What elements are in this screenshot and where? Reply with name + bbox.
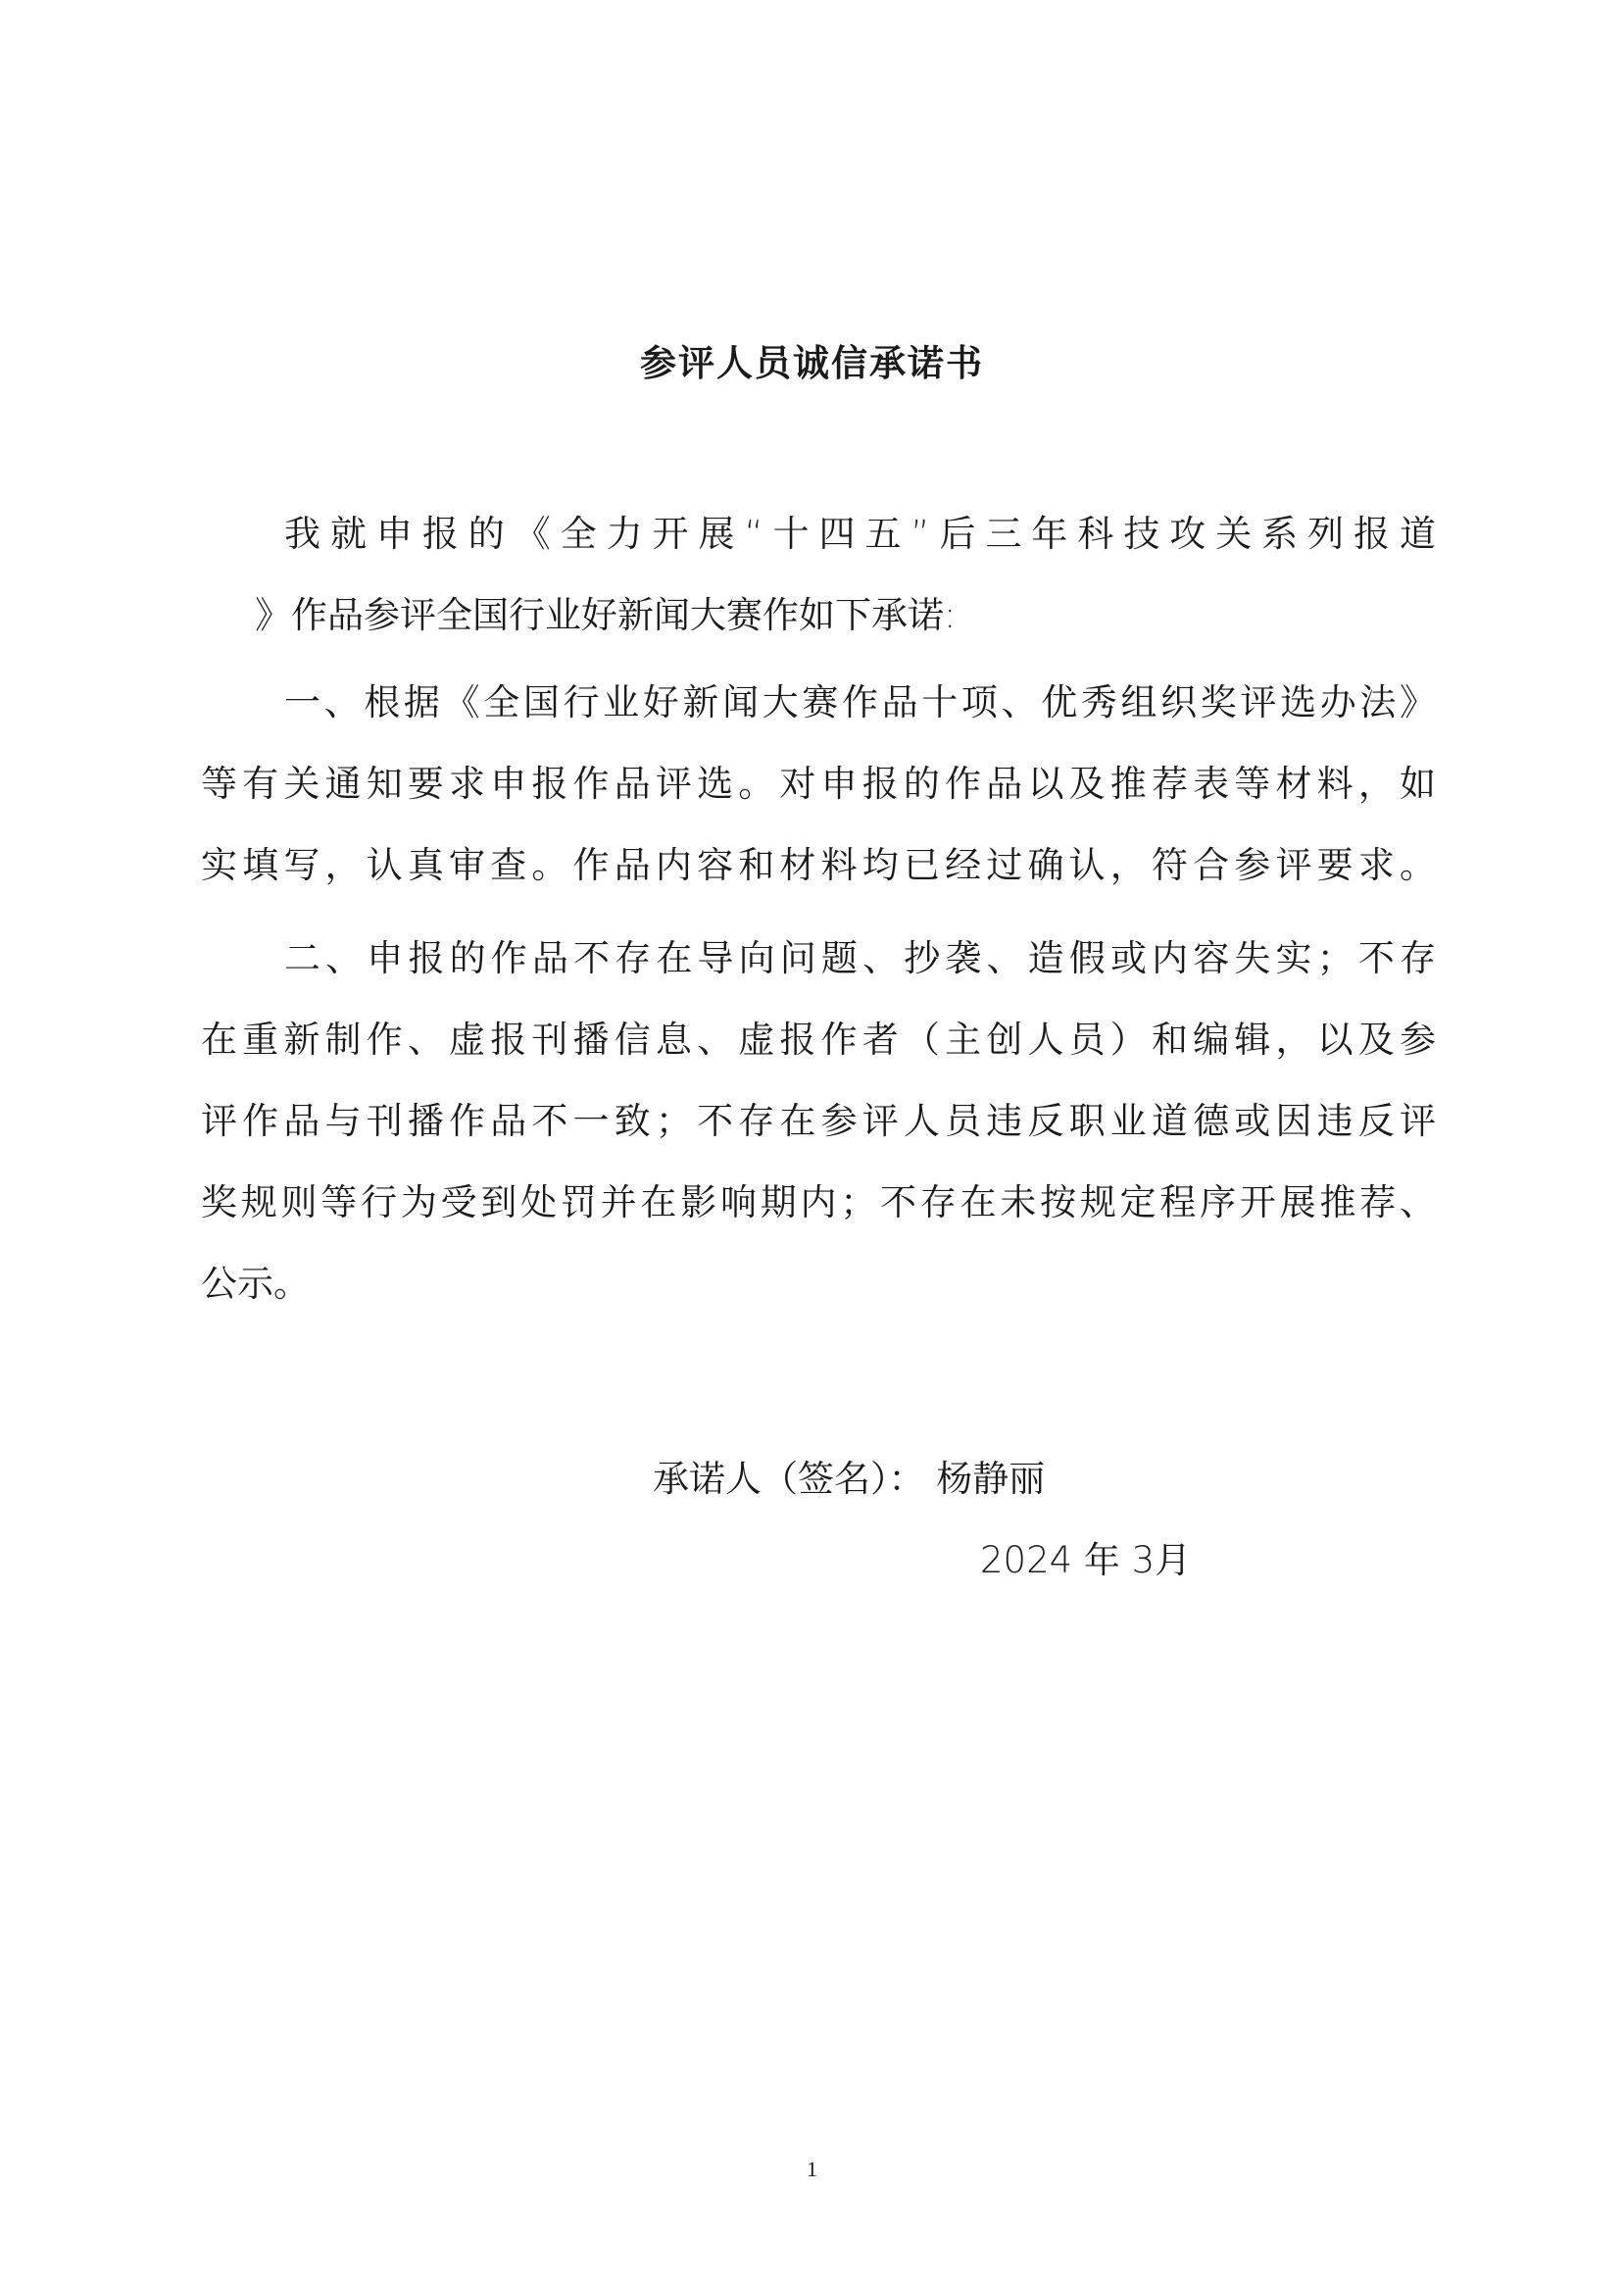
document-title: 参评人员诚信承诺书 <box>640 341 984 384</box>
paragraph-line: 在重新制作、虚报刊播信息、虚报作者（主创人员）和编辑，以及参 <box>201 1019 1436 1061</box>
page-number: 1 <box>807 2157 817 2181</box>
paragraph-line: 公示。 <box>201 1263 310 1305</box>
paragraph-line: 二、申报的作品不存在导向问题、抄袭、造假或内容失实；不存 <box>284 937 1436 979</box>
paragraph-line: 等有关通知要求申报作品评选。对申报的作品以及推荐表等材料，如 <box>201 763 1436 805</box>
paragraph-line: 一、根据《全国行业好新闻大赛作品十项、优秀组织奖评选办法》 <box>284 681 1436 723</box>
paragraph-line: 评作品与刊播作品不一致；不存在参评人员违反职业道德或因违反评 <box>201 1100 1436 1142</box>
paragraph-line: 奖规则等行为受到处罚并在影响期内；不存在未按规定程序开展推荐、 <box>201 1181 1436 1223</box>
paragraph-line: 实填写，认真审查。作品内容和材料均已经过确认，符合参评要求。 <box>201 844 1436 886</box>
paragraph-line: 》作品参评全国行业好新闻大赛作如下承诺: <box>255 594 957 636</box>
paragraph-line: 我就申报的《全力开展“十四五”后三年科技攻关系列报道 <box>284 513 1436 555</box>
signature-line: 承诺人（签名）： 杨静丽 <box>653 1458 1046 1500</box>
date-line: 2024 年 3月 <box>980 1539 1192 1581</box>
